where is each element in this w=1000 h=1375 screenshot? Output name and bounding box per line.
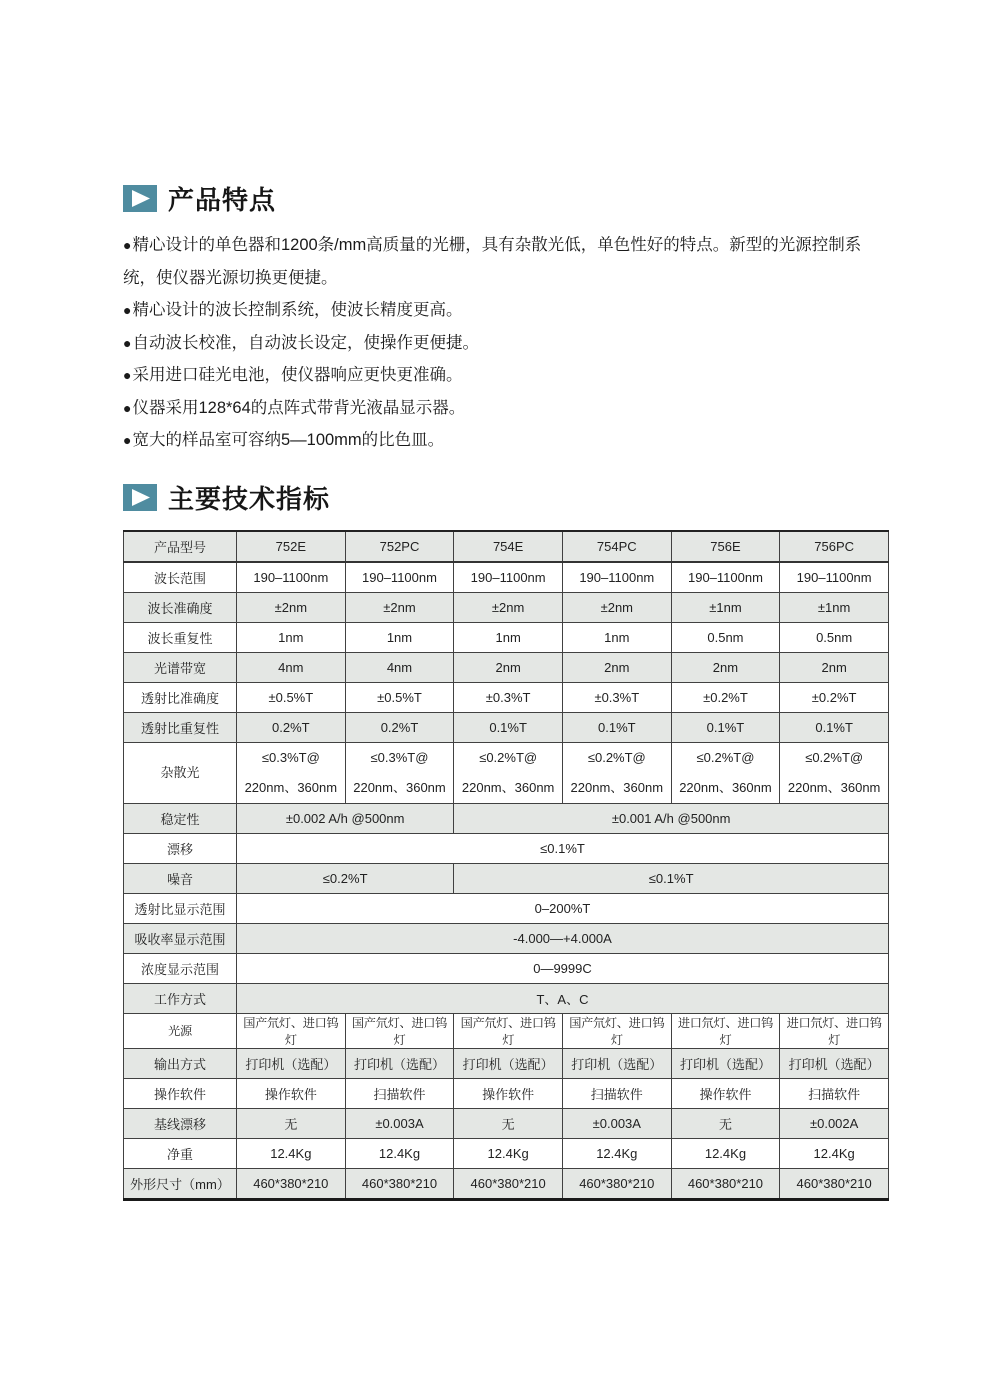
spec-cell: 无 (237, 1108, 346, 1138)
spec-cell: 460*380*210 (562, 1168, 671, 1199)
row-label: 净重 (124, 1138, 237, 1168)
spec-cell: 12.4Kg (454, 1138, 563, 1168)
table-row (124, 893, 889, 923)
feature-item: ●宽大的样品室可容纳5—100mm的比色皿。 (123, 431, 445, 449)
spec-cell: 460*380*210 (671, 1168, 780, 1199)
section-specs (123, 483, 889, 1201)
spec-cell: 12.4Kg (345, 1138, 454, 1168)
row-label: 基线漂移 (124, 1108, 237, 1138)
spec-cell: ±0.2%T (671, 682, 780, 712)
section-title-specs: 主要技术指标 (168, 484, 331, 514)
feature-item: ●精心设计的单色器和1200条/mm高质量的光栅，具有杂散光低，单色性好的特点。新型的光源控制系统，使仪器光源切换更便捷。 (123, 236, 862, 287)
spec-cell: 0.1%T (671, 712, 780, 742)
filled-circle-icon: ● (123, 399, 132, 416)
row-label: 漂移 (124, 833, 237, 863)
row-label: 外形尺寸（mm） (124, 1168, 237, 1199)
spec-cell: 752PC (345, 531, 454, 562)
section-header-features (123, 183, 889, 213)
spec-cell: ±0.3%T (454, 682, 563, 712)
row-label: 产品型号 (124, 531, 237, 562)
spec-cell: 752E (237, 531, 346, 562)
filled-circle-icon: ● (123, 237, 132, 253)
section-title-features: 产品特点 (168, 184, 277, 215)
table-row (124, 1108, 889, 1138)
spec-cell: -4.000—+4.000A (237, 923, 889, 953)
spec-cell: ≤0.3%T@ 220nm、360nm (237, 742, 346, 803)
spec-cell: ≤0.2%T@ 220nm、360nm (780, 742, 889, 803)
spec-cell: 扫描软件 (780, 1078, 889, 1108)
spec-cell: 打印机（选配） (562, 1048, 671, 1078)
spec-cell: ≤0.1%T (454, 863, 889, 893)
spec-cell: ≤0.2%T@ 220nm、360nm (454, 742, 563, 803)
spec-cell: 1nm (454, 622, 563, 652)
spec-cell: 756E (671, 531, 780, 562)
spec-cell: 2nm (562, 652, 671, 682)
spec-cell: 12.4Kg (671, 1138, 780, 1168)
table-row (124, 682, 889, 712)
spec-cell: 460*380*210 (237, 1168, 346, 1199)
spec-cell: 190–1100nm (454, 562, 563, 593)
spec-cell: 2nm (671, 652, 780, 682)
feature-list (123, 229, 889, 457)
spec-cell: 460*380*210 (345, 1168, 454, 1199)
spec-cell: 操作软件 (671, 1078, 780, 1108)
spec-cell: ±0.002 A/h @500nm (237, 803, 454, 833)
section-features (123, 183, 889, 457)
spec-cell: T、A、C (237, 983, 889, 1013)
row-label: 操作软件 (124, 1078, 237, 1108)
feature-item: ●仪器采用128*64的点阵式带背光液晶显示器。 (123, 398, 466, 417)
spec-cell: 1nm (237, 622, 346, 652)
table-row (124, 562, 889, 593)
feature-item: ●自动波长校准，自动波长设定，使操作更便捷。 (123, 333, 479, 352)
spec-cell: ±0.003A (562, 1108, 671, 1138)
spec-cell: 190–1100nm (237, 562, 346, 593)
spec-cell: 无 (454, 1108, 563, 1138)
filled-circle-icon: ● (123, 367, 132, 383)
spec-cell: ±0.003A (345, 1108, 454, 1138)
spec-cell: ±0.5%T (237, 682, 346, 712)
spec-cell: 0–200%T (237, 893, 889, 923)
row-label: 吸收率显示范围 (124, 923, 237, 953)
table-row (124, 983, 889, 1013)
spec-cell: 国产氘灯、进口钨灯 (345, 1013, 454, 1048)
spec-cell: 756PC (780, 531, 889, 562)
table-row (124, 1078, 889, 1108)
spec-cell: 无 (671, 1108, 780, 1138)
spec-cell: 打印机（选配） (671, 1048, 780, 1078)
spec-cell: 扫描软件 (345, 1078, 454, 1108)
spec-cell: ≤0.2%T@ 220nm、360nm (671, 742, 780, 803)
spec-cell: 进口氘灯、进口钨灯 (780, 1013, 889, 1048)
spec-cell: 460*380*210 (780, 1168, 889, 1199)
spec-cell: 国产氘灯、进口钨灯 (237, 1013, 346, 1048)
row-label: 波长准确度 (124, 592, 237, 622)
spec-table-body (124, 531, 889, 1200)
spec-cell: ±0.2%T (780, 682, 889, 712)
row-label: 透射比显示范围 (124, 893, 237, 923)
table-row (124, 652, 889, 682)
spec-cell: ±1nm (671, 592, 780, 622)
row-label: 杂散光 (124, 742, 237, 803)
row-label: 稳定性 (124, 803, 237, 833)
table-row (124, 1048, 889, 1078)
spec-cell: 2nm (780, 652, 889, 682)
table-row (124, 1168, 889, 1199)
spec-cell: 12.4Kg (562, 1138, 671, 1168)
spec-cell: 打印机（选配） (237, 1048, 346, 1078)
spec-cell: 国产氘灯、进口钨灯 (454, 1013, 563, 1048)
spec-cell: 2nm (454, 652, 563, 682)
table-row (124, 712, 889, 742)
spec-cell: 操作软件 (237, 1078, 346, 1108)
spec-cell: ≤0.3%T@ 220nm、360nm (345, 742, 454, 803)
spec-cell: 754PC (562, 531, 671, 562)
spec-cell: 0.2%T (237, 712, 346, 742)
row-label: 透射比准确度 (124, 682, 237, 712)
spec-cell: ±0.3%T (562, 682, 671, 712)
table-row (124, 742, 889, 803)
content-area (123, 183, 889, 1201)
play-icon (123, 185, 157, 212)
row-label: 光谱带宽 (124, 652, 237, 682)
table-row (124, 1013, 889, 1048)
spec-cell: ≤0.2%T (237, 863, 454, 893)
spec-cell: 0.5nm (780, 622, 889, 652)
row-label: 波长范围 (124, 562, 237, 593)
table-row (124, 833, 889, 863)
spec-cell: ±0.001 A/h @500nm (454, 803, 889, 833)
spec-cell: 0—9999C (237, 953, 889, 983)
spec-cell: ±2nm (562, 592, 671, 622)
spec-cell: 扫描软件 (562, 1078, 671, 1108)
spec-cell: 0.1%T (562, 712, 671, 742)
spec-cell: 0.1%T (780, 712, 889, 742)
spec-cell: 4nm (345, 652, 454, 682)
spec-cell: ±0.002A (780, 1108, 889, 1138)
table-row (124, 622, 889, 652)
spec-cell: 打印机（选配） (454, 1048, 563, 1078)
spec-cell: ±1nm (780, 592, 889, 622)
spec-cell: 国产氘灯、进口钨灯 (562, 1013, 671, 1048)
spec-cell: 190–1100nm (671, 562, 780, 593)
row-label: 浓度显示范围 (124, 953, 237, 983)
table-row (124, 592, 889, 622)
spec-cell: 1nm (345, 622, 454, 652)
row-label: 噪音 (124, 863, 237, 893)
spec-cell: 190–1100nm (562, 562, 671, 593)
row-label: 透射比重复性 (124, 712, 237, 742)
spec-cell: 0.1%T (454, 712, 563, 742)
filled-circle-icon: ● (123, 302, 132, 318)
spec-cell: ≤0.1%T (237, 833, 889, 863)
row-label: 光源 (124, 1013, 237, 1048)
table-row (124, 863, 889, 893)
table-row (124, 953, 889, 983)
row-label: 输出方式 (124, 1048, 237, 1078)
spec-cell: 12.4Kg (780, 1138, 889, 1168)
row-label: 波长重复性 (124, 622, 237, 652)
filled-circle-icon: ● (123, 432, 132, 448)
spec-cell: 进口氘灯、进口钨灯 (671, 1013, 780, 1048)
spec-cell: 打印机（选配） (780, 1048, 889, 1078)
feature-item: ●精心设计的波长控制系统，使波长精度更高。 (123, 301, 463, 319)
spec-cell: 打印机（选配） (345, 1048, 454, 1078)
spec-cell: 操作软件 (454, 1078, 563, 1108)
spec-cell: 0.2%T (345, 712, 454, 742)
section-header-specs (123, 483, 889, 513)
spec-cell: ±2nm (454, 592, 563, 622)
row-label: 工作方式 (124, 983, 237, 1013)
spec-table (123, 530, 889, 1201)
spec-cell: 460*380*210 (454, 1168, 563, 1199)
table-row (124, 531, 889, 562)
spec-cell: ≤0.2%T@ 220nm、360nm (562, 742, 671, 803)
spec-cell: 190–1100nm (345, 562, 454, 593)
table-row (124, 1138, 889, 1168)
spec-cell: 0.5nm (671, 622, 780, 652)
spec-cell: ±2nm (345, 592, 454, 622)
spec-cell: 4nm (237, 652, 346, 682)
table-row (124, 803, 889, 833)
spec-cell: ±0.5%T (345, 682, 454, 712)
filled-circle-icon: ● (123, 334, 132, 351)
spec-cell: ±2nm (237, 592, 346, 622)
table-row (124, 923, 889, 953)
spec-cell: 12.4Kg (237, 1138, 346, 1168)
play-icon (123, 484, 157, 511)
spec-cell: 754E (454, 531, 563, 562)
spec-cell: 1nm (562, 622, 671, 652)
feature-item: ●采用进口硅光电池，使仪器响应更快更准确。 (123, 366, 463, 384)
spec-cell: 190–1100nm (780, 562, 889, 593)
